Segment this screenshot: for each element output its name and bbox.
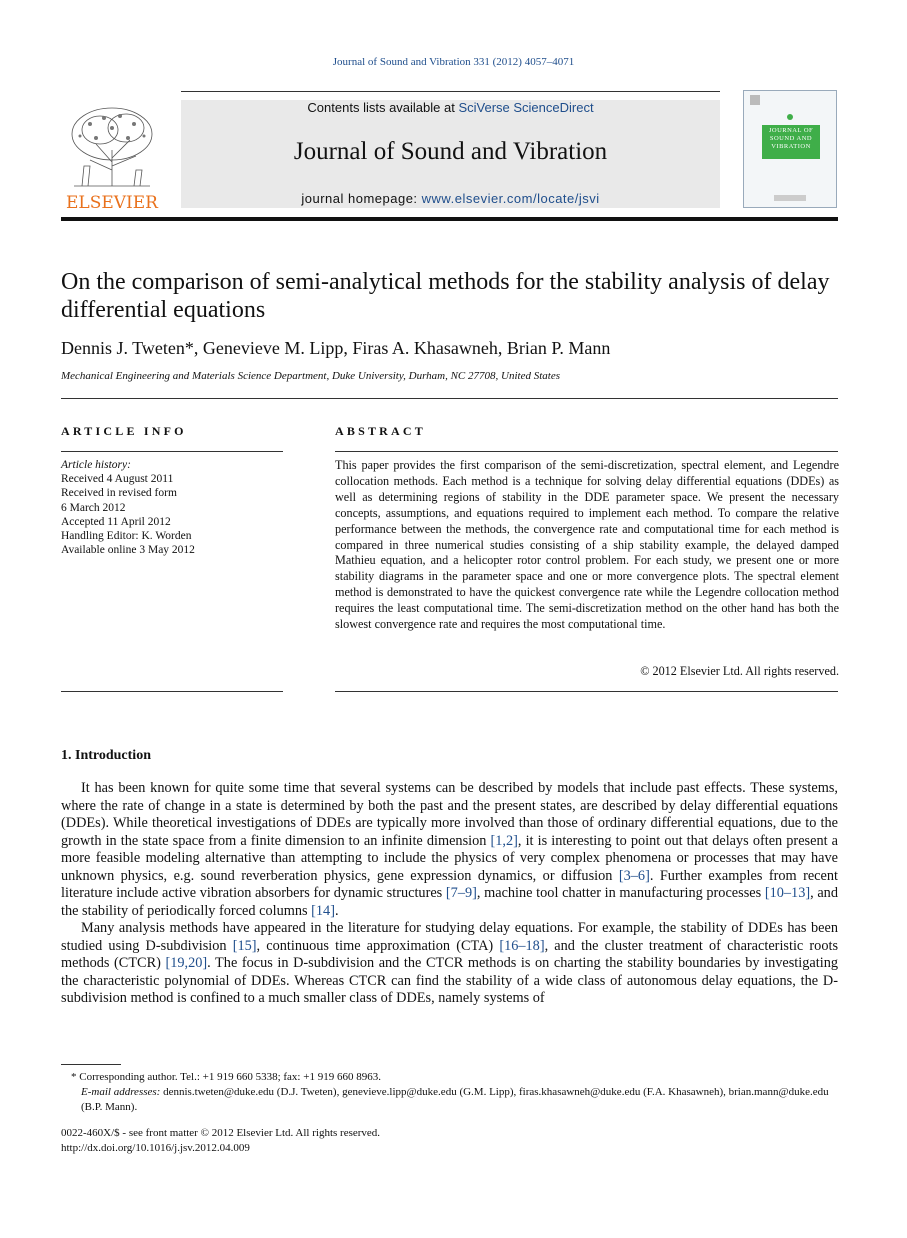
abstract-text: This paper provides the first comparison of the semi-discretization, spectral element, and Legendre collocation methods. Each method is a technique for solving delay differential equations (DDEs) as well as determining regions of stability in the DDE parameter space. We present the necessary concepts, assumptions, and equations required to implement each method. To compare the relative performance between the methods, the convergence rate and computational time for each method is compared in three numerical studies consisting of a ship stability example, the delayed damped Mathieu equation, and a helicopter rotor control problem. For each study, we present one or more stability diagrams in the parameter space and one or more convergence plots. The spectral element method is demonstrated to have the quickest convergence rate while the Legendre collocation method requires the least computational time. The semi-discretization method on the other hand has both the slowest convergence rate and requires the most computational time. <box>335 458 839 632</box>
corresponding-author-note: * Corresponding author. Tel.: +1 919 660 5338; fax: +1 919 660 8963. <box>71 1071 381 1083</box>
doi-link[interactable]: http://dx.doi.org/10.1016/j.jsv.2012.04.009 <box>61 1142 250 1154</box>
abstract-heading: ABSTRACT <box>335 424 426 438</box>
text-run: , machine tool chatter in manufacturing processes <box>476 885 765 901</box>
citation-link[interactable]: [19,20] <box>165 955 208 971</box>
introduction-body <box>61 780 838 1008</box>
title-divider <box>61 398 838 399</box>
header-rule <box>61 217 838 221</box>
text-run: , and the cluster treatment of characteristic roots methods (CTCR) <box>61 937 839 971</box>
elsevier-logo <box>60 100 164 212</box>
article-title: On the comparison of semi-analytical methods for the stability analysis of delay differential equations <box>61 269 830 323</box>
history-item: Handling Editor: K. Worden <box>61 530 192 543</box>
journal-banner <box>181 100 720 208</box>
section-heading-introduction: 1. Introduction <box>61 748 151 763</box>
email-label: E-mail addresses: <box>81 1086 161 1098</box>
journal-citation[interactable]: Journal of Sound and Vibration 331 (2012) 4057–4071 <box>332 56 575 68</box>
text-run: . <box>334 902 339 919</box>
journal-cover-image <box>744 91 836 207</box>
citation-link[interactable]: [1,2] <box>490 832 518 849</box>
article-info-rule <box>61 451 283 452</box>
article-authors: Dennis J. Tweten*, Genevieve M. Lipp, Firas A. Khasawneh, Brian P. Mann <box>61 338 611 358</box>
text-run: It has been known for quite some time that several systems can be described by models that include past effects. These systems, where the rate of change in a state is determined by both the past and the present states, are described by delay differential equations (DDEs). While theoretical investigations of DDEs are typically more involved than those of ordinary differential equations, due to the growth in the state space from a finite dimension to an infinite dimension <box>61 780 838 849</box>
citation-link[interactable]: [3–6] <box>618 867 650 884</box>
issn-line: 0022-460X/$ - see front matter © 2012 Elsevier Ltd. All rights reserved. <box>61 1127 381 1139</box>
banner-top-rule <box>181 91 720 92</box>
intro-paragraph-2 <box>61 920 838 1008</box>
email-list: dennis.tweten@duke.edu (D.J. Tweten), genevieve.lipp@duke.edu (G.M. Lipp), firas.khasawneh@duke.edu (F.A. Khasawneh), brian.mann@duke.edu (B.P. Mann). <box>81 1086 829 1113</box>
citation-link[interactable]: [15] <box>232 937 257 954</box>
text-run: , and the stability of periodically forced columns <box>61 885 838 919</box>
abstract-rule <box>335 451 838 452</box>
article-info-heading: ARTICLE INFO <box>61 424 187 438</box>
email-addresses <box>61 1085 838 1115</box>
history-item: Available online 3 May 2012 <box>61 544 195 557</box>
footnote-rule <box>61 1064 121 1065</box>
footnotes <box>61 1070 838 1115</box>
history-label: Article history: <box>61 459 131 471</box>
history-item: Received 4 August 2011 <box>61 473 174 486</box>
sciencedirect-link[interactable]: SciVerse ScienceDirect <box>458 100 594 115</box>
text-run: , continuous time approximation (CTA) <box>256 937 500 954</box>
cover-title: JOURNAL OF SOUND AND VIBRATION <box>768 127 814 150</box>
publisher-wordmark: ELSEVIER <box>66 193 158 212</box>
article-info-bottom-rule <box>61 691 283 692</box>
citation-link[interactable]: [14] <box>311 902 335 919</box>
journal-homepage <box>181 191 720 206</box>
contents-prefix: Contents lists available at <box>307 100 459 115</box>
text-run: Many analysis methods have appeared in the literature for studying delay equations. For example, the stability of DDEs has been studied using D-subdivision <box>61 920 838 954</box>
text-run: . Further examples from recent literature include active vibration absorbers for dynamic structures <box>61 867 838 901</box>
journal-title: Journal of Sound and Vibration <box>293 138 608 165</box>
history-item: Accepted 11 April 2012 <box>61 515 171 528</box>
citation-link[interactable]: [7–9] <box>445 885 477 901</box>
homepage-prefix: journal homepage: <box>301 191 422 206</box>
text-run: , it is interesting to point out that delays often present a more feasible modeling alternative than attempting to include the physics of very complex phenomena or processes that may have unknown physics, e.g. sound reverberation physics, gene expression dynamics, or diffusion <box>61 832 838 884</box>
history-item: Received in revised form <box>61 487 177 500</box>
author-affiliation: Mechanical Engineering and Materials Science Department, Duke University, Durham, NC 27708, United States <box>61 370 560 382</box>
homepage-link[interactable]: www.elsevier.com/locate/jsvi <box>421 191 600 206</box>
text-run: . The focus in D-subdivision and the CTCR methods is on charting the stability boundaries by investigating the characteristic polynomial of DDEs. Whereas CTCR can find the stability of a wide class of autonomous delay equations, the D-subdivision method is confined to a much smaller class of DDEs, namely systems of <box>61 955 838 1006</box>
elsevier-tree-icon <box>60 100 164 212</box>
history-item: 6 March 2012 <box>61 501 126 514</box>
abstract-bottom-rule <box>335 691 838 692</box>
citation-link[interactable]: [10–13] <box>764 885 811 901</box>
citation-link[interactable]: [16–18] <box>499 937 545 954</box>
front-matter <box>61 1126 838 1156</box>
intro-paragraph-1 <box>61 780 838 920</box>
journal-cover-thumbnail <box>743 90 837 208</box>
article-history <box>61 458 283 557</box>
contents-available <box>181 100 720 115</box>
abstract-copyright: © 2012 Elsevier Ltd. All rights reserved. <box>640 664 839 678</box>
